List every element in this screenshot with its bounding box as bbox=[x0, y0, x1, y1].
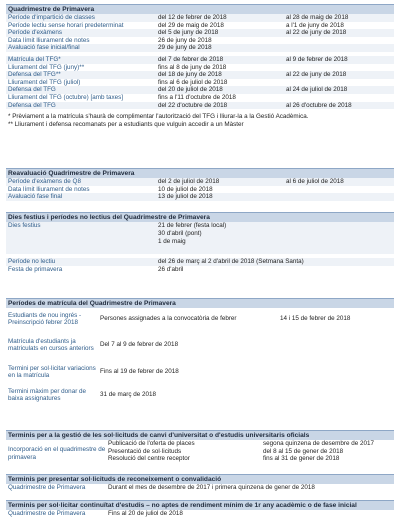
section-header: Terminis per a la gestió de les sol·licituds de canvi d'universitat o d'estudis universitaris oficials bbox=[6, 430, 394, 440]
row-label: Estudiants de nou ingrés - Preinscripció febrer 2018 bbox=[8, 311, 82, 326]
row-date: fins al 31 de gener de 2018 bbox=[263, 455, 340, 463]
table-row bbox=[6, 484, 394, 492]
section-quadrimestre-primavera bbox=[6, 4, 394, 128]
row-date-start: del 7 de febrer de 2018 bbox=[158, 55, 224, 63]
section-header: Terminis per sol·licitar continuïtat d'estudis – no aptes de rendiment mínim de 1r any acadèmic o de fase inicial bbox=[6, 500, 394, 510]
table-row bbox=[6, 14, 394, 22]
table-row bbox=[6, 440, 394, 463]
section-header: Dies festius i períodes no lectius del Quadrimestre de Primavera bbox=[6, 212, 394, 222]
table-row bbox=[6, 178, 394, 186]
row-date-end: al 22 de juny de 2018 bbox=[286, 71, 347, 79]
table-row bbox=[6, 29, 394, 37]
row-date-end bbox=[286, 37, 394, 45]
section-continuitat bbox=[6, 500, 394, 518]
row-label: Defensa del TFG bbox=[8, 101, 56, 109]
table-row bbox=[6, 222, 394, 254]
row-value: Del 7 al 9 de febrer de 2018 bbox=[100, 341, 179, 349]
footnote: * Prèviament a la matrícula s'haurà de complimentar l'autorització del TFG i lliurar-la a la Gestió Acadèmica. bbox=[8, 113, 309, 121]
row-label: Període d'impartició de classes bbox=[8, 14, 95, 21]
row-date-start: 29 de juny de 2018 bbox=[158, 44, 212, 52]
row-label: Quadrimestre de Primavera bbox=[8, 510, 86, 517]
table-row bbox=[6, 64, 394, 72]
festius-list bbox=[158, 222, 286, 246]
row-label: Període lectiu sense horari predeterminat bbox=[8, 21, 124, 29]
section-periodes-matricula bbox=[6, 298, 394, 406]
section-canvi-universitat bbox=[6, 430, 394, 463]
row-label: Data límit lliurament de notes bbox=[8, 36, 90, 44]
row-date-end: al 28 de maig de 2018 bbox=[286, 14, 349, 21]
section-dies-festius bbox=[6, 212, 394, 273]
section-header: Períodes de matrícula del Quadrimestre de Primavera bbox=[6, 298, 394, 308]
table-row bbox=[108, 448, 394, 456]
row-date-end: al 9 de febrer de 2018 bbox=[286, 55, 348, 63]
row-date-start: del 29 de maig de 2018 bbox=[158, 21, 224, 29]
table-row bbox=[6, 308, 394, 330]
section-header: Reavaluació Quadrimestre de Primavera bbox=[6, 168, 394, 178]
table-row bbox=[6, 79, 394, 87]
row-date-end: al 26 d'octubre de 2018 bbox=[286, 101, 352, 109]
row-date-end bbox=[286, 44, 394, 52]
section-header: Terminis per presentar sol·licituds de reconeixement o convalidació bbox=[6, 474, 394, 484]
row-date-start: fins al 8 de juny de 2018 bbox=[158, 63, 227, 71]
row-value: Durant el mes de desembre de 2017 i primera quinzena de gener de 2018 bbox=[108, 484, 315, 491]
row-label: Defensa del TFG** bbox=[8, 71, 61, 79]
row-label: Període no lectiu bbox=[8, 258, 56, 265]
table-row bbox=[6, 266, 394, 274]
table-row bbox=[6, 22, 394, 30]
row-date-end bbox=[286, 94, 394, 102]
table-row bbox=[6, 193, 394, 201]
footnote: ** Lliurament i defensa recomanats per a estudiants que vulguin accedir a un Màster bbox=[8, 120, 244, 128]
row-date-start: del 20 de juliol de 2018 bbox=[158, 86, 223, 94]
row-date-start: 13 de juliol de 2018 bbox=[158, 193, 213, 201]
row-step: Resolució del centre receptor bbox=[108, 455, 190, 463]
section-reavaluacio bbox=[6, 168, 394, 201]
row-date-start: 10 de juliol de 2018 bbox=[158, 185, 213, 193]
row-date-end: al 6 de juliol de 2018 bbox=[286, 178, 344, 185]
row-step: Publicació de l'oferta de places bbox=[108, 440, 195, 447]
table-row bbox=[6, 44, 394, 52]
table-row bbox=[108, 440, 394, 448]
row-date-end bbox=[286, 64, 394, 72]
row-step: Presentació de sol·licituds bbox=[108, 447, 182, 455]
row-date: 26 d'abril bbox=[158, 265, 184, 273]
row-date-end bbox=[286, 79, 394, 87]
row-date-start: del 2 de juliol de 2018 bbox=[158, 178, 220, 185]
table-row bbox=[6, 102, 394, 110]
row-label: Matrícula del TFG* bbox=[8, 55, 61, 63]
row-label: Lliurament del TFG (octubre) [amb taxes] bbox=[8, 93, 124, 101]
row-label: Matrícula d'estudiants ja matriculats en cursos anteriors bbox=[8, 337, 94, 352]
festiu-item: 1 de maig bbox=[158, 238, 186, 245]
row-date: 14 i 15 de febrer de 2018 bbox=[280, 315, 351, 323]
section-header: Quadrimestre de Primavera bbox=[6, 4, 394, 14]
section-reconeixement bbox=[6, 474, 394, 492]
table-row bbox=[108, 455, 394, 463]
table-row bbox=[6, 384, 394, 406]
row-label: Festa de primavera bbox=[8, 265, 63, 273]
row-label: Incorporació en el quadrimestre de primavera bbox=[8, 446, 106, 461]
row-label: Data límit lliurament de notes bbox=[8, 185, 90, 193]
row-value: Fins al 19 de febrer de 2018 bbox=[100, 368, 179, 376]
table-row bbox=[6, 71, 394, 79]
table-row bbox=[6, 258, 394, 266]
row-date-start: del 5 de juny de 2018 bbox=[158, 29, 219, 37]
table-row bbox=[6, 94, 394, 102]
row-value: Fins al 20 de juliol de 2018 bbox=[108, 510, 183, 517]
row-date-start: del 22 d'octubre de 2018 bbox=[158, 101, 228, 109]
row-label: Període d'exàmens de Q8 bbox=[8, 178, 81, 185]
table-row bbox=[6, 330, 394, 360]
row-date-end bbox=[286, 186, 394, 194]
table-row bbox=[6, 360, 394, 384]
row-date: del 26 de març al 2 d'abril de 2018 (Setmana Santa) bbox=[158, 258, 304, 265]
row-date-end: al 24 de juliol de 2018 bbox=[286, 86, 348, 94]
festiu-item: 21 de febrer (festa local) bbox=[158, 222, 227, 229]
row-label: Període d'exàmens bbox=[8, 29, 63, 37]
row-value: Persones assignades a la convocatòria de febrer bbox=[100, 315, 237, 323]
row-label: Defensa del TFG bbox=[8, 86, 56, 94]
row-date-end: al 22 de juny de 2018 bbox=[286, 29, 347, 37]
row-value: 31 de març de 2018 bbox=[100, 391, 157, 399]
festiu-item: 30 d'abril (pont) bbox=[158, 230, 202, 237]
row-date-start: 26 de juny de 2018 bbox=[158, 36, 212, 44]
table-row bbox=[6, 186, 394, 194]
row-date: segona quinzena de desembre de 2017 bbox=[263, 440, 374, 447]
row-date: del 8 al 15 de gener de 2018 bbox=[263, 447, 344, 455]
row-label: Dies festius bbox=[8, 222, 41, 229]
row-label: Lliurament del TFG (juny)** bbox=[8, 63, 85, 71]
row-date-end bbox=[286, 193, 394, 201]
row-date-start: del 12 de febrer de 2018 bbox=[158, 14, 227, 21]
row-date-start: fins a l'11 d'octubre de 2018 bbox=[158, 93, 236, 101]
table-row bbox=[6, 86, 394, 94]
row-label: Termini per sol·licitar variacions en la matrícula bbox=[8, 364, 96, 379]
row-date-end: a l'1 de juny de 2018 bbox=[286, 21, 344, 29]
row-label: Quadrimestre de Primavera bbox=[8, 484, 86, 491]
row-date-start: del 18 de juny de 2018 bbox=[158, 71, 222, 79]
row-label: Avaluació fase inicial/final bbox=[8, 44, 80, 52]
row-date-start: fins al 6 de juliol de 2018 bbox=[158, 78, 228, 86]
table-row bbox=[6, 37, 394, 45]
table-row bbox=[6, 510, 394, 518]
row-label: Avaluació fase final bbox=[8, 193, 63, 201]
table-row bbox=[6, 56, 394, 64]
row-label: Lliurament del TFG (juliol) bbox=[8, 78, 81, 86]
row-label: Termini màxim per donar de baixa assignatures bbox=[8, 387, 87, 402]
